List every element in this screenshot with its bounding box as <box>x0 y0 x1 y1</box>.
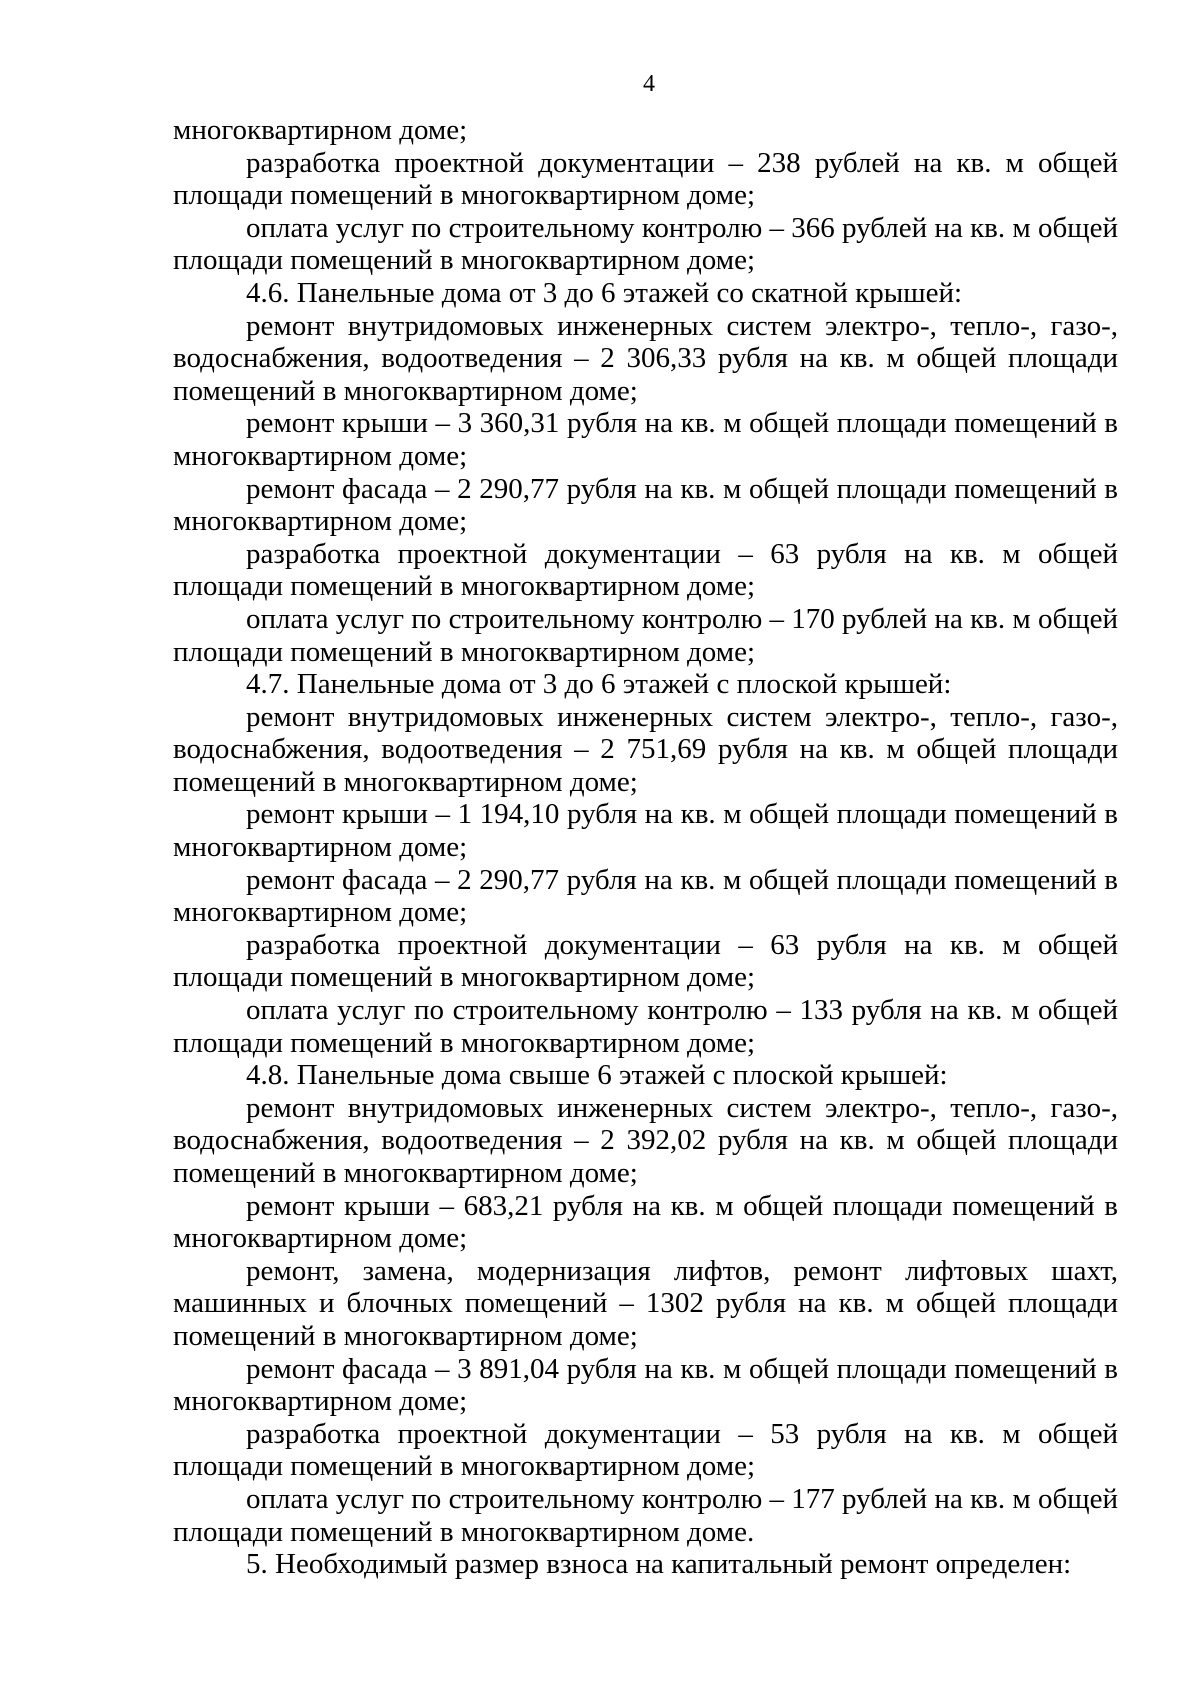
body-paragraph: разработка проектной документации – 238 рублей на кв. м общей площади помещений в многоквартирном доме; <box>173 146 1118 212</box>
body-paragraph: оплата услуг по строительному контролю – 177 рублей на кв. м общей площади помещений в многоквартирном доме. <box>173 1482 1118 1548</box>
body-paragraph: многоквартирном доме; <box>173 114 468 146</box>
body-paragraph: 4.6. Панельные дома от 3 до 6 этажей со скатной крышей: <box>246 276 963 309</box>
body-paragraph: 4.8. Панельные дома свыше 6 этажей с плоской крышей: <box>246 1059 948 1092</box>
body-paragraph: ремонт внутридомовых инженерных систем электро-, тепло-, газо-, водоснабжения, водоотведения – 2 306,33 рубля на кв. м общей площади помещений в многоквартирном доме; <box>173 309 1118 407</box>
body-paragraph: оплата услуг по строительному контролю – 133 рубля на кв. м общей площади помещений в многоквартирном доме; <box>173 994 1118 1059</box>
body-paragraph: разработка проектной документации – 63 рубля на кв. м общей площади помещений в многоквартирном доме; <box>173 928 1118 994</box>
body-paragraph: оплата услуг по строительному контролю – 170 рублей на кв. м общей площади помещений в многоквартирном доме; <box>173 602 1118 668</box>
body-paragraph: ремонт фасада – 2 290,77 рубля на кв. м общей площади помещений в многоквартирном доме; <box>173 472 1118 538</box>
body-paragraph: ремонт крыши – 683,21 рубля на кв. м общей площади помещений в многоквартирном доме; <box>173 1189 1118 1255</box>
body-paragraph: ремонт внутридомовых инженерных систем электро-, тепло-, газо-, водоснабжения, водоотведения – 2 751,69 рубля на кв. м общей площади помещений в многоквартирном доме; <box>173 700 1118 798</box>
page-number: 4 <box>643 71 655 97</box>
body-paragraph: ремонт, замена, модернизация лифтов, ремонт лифтовых шахт, машинных и блочных помещений – 1302 рубля на кв. м общей площади помещений в многоквартирном доме; <box>173 1254 1118 1352</box>
body-paragraph: ремонт фасада – 2 290,77 рубля на кв. м общей площади помещений в многоквартирном доме; <box>173 863 1118 929</box>
body-paragraph: 4.7. Панельные дома от 3 до 6 этажей с плоской крышей: <box>246 668 952 701</box>
body-paragraph: разработка проектной документации – 63 рубля на кв. м общей площади помещений в многоквартирном доме; <box>173 537 1118 603</box>
body-paragraph: оплата услуг по строительному контролю – 366 рублей на кв. м общей площади помещений в многоквартирном доме; <box>173 211 1118 277</box>
document-body <box>173 114 1118 1581</box>
body-paragraph: ремонт крыши – 1 194,10 рубля на кв. м общей площади помещений в многоквартирном доме; <box>173 798 1118 864</box>
body-paragraph: 5. Необходимый размер взноса на капитальный ремонт определен: <box>246 1548 1072 1581</box>
body-paragraph: ремонт крыши – 3 360,31 рубля на кв. м общей площади помещений в многоквартирном доме; <box>173 407 1118 472</box>
body-paragraph: ремонт фасада – 3 891,04 рубля на кв. м общей площади помещений в многоквартирном доме; <box>173 1352 1118 1418</box>
body-paragraph: разработка проектной документации – 53 рубля на кв. м общей площади помещений в многоквартирном доме; <box>173 1417 1118 1483</box>
body-paragraph: ремонт внутридомовых инженерных систем электро-, тепло-, газо-, водоснабжения, водоотведения – 2 392,02 рубля на кв. м общей площади помещений в многоквартирном доме; <box>173 1091 1118 1189</box>
